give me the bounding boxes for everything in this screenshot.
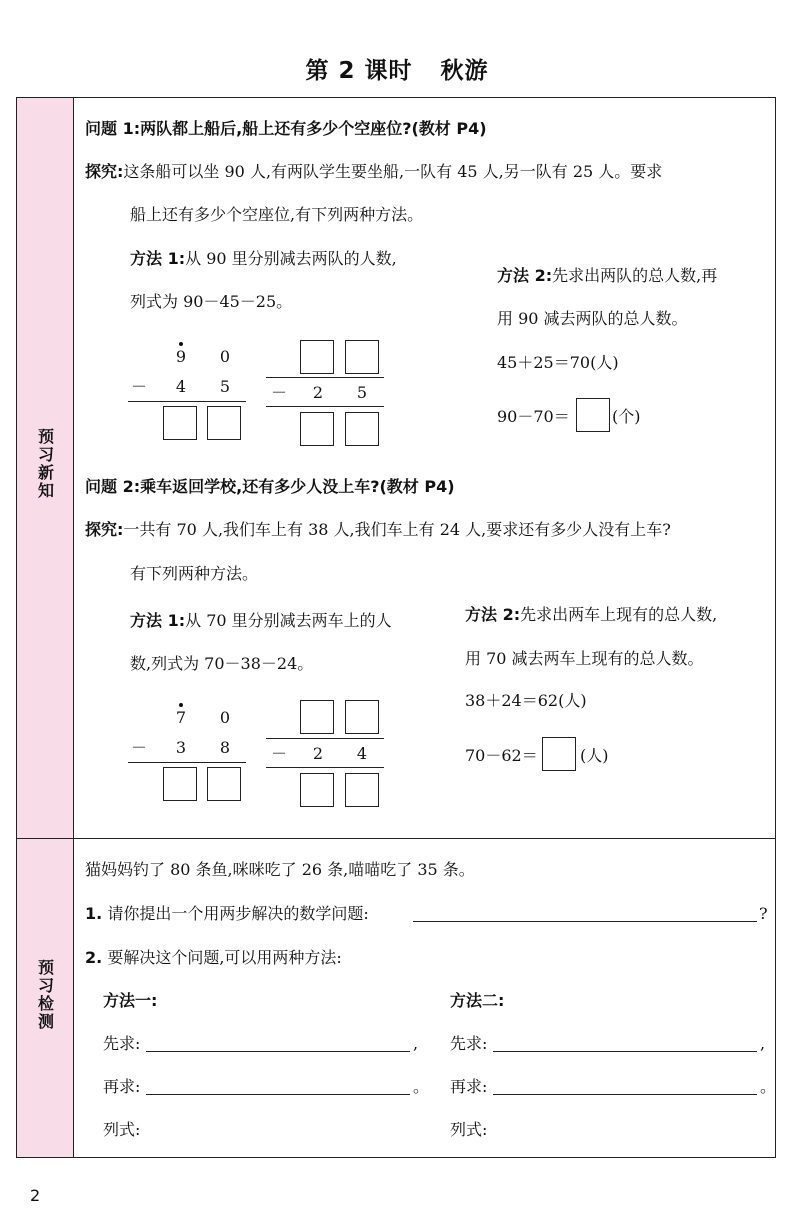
subtrahend-ones: 5	[356, 383, 368, 402]
page-title	[0, 52, 794, 85]
answer-box[interactable]	[542, 737, 576, 771]
method2-then-answer-line[interactable]	[493, 1078, 757, 1095]
subtrahend-tens: 2	[312, 744, 324, 763]
q2-method2-unit: (人)	[580, 746, 609, 765]
then-label: 再求:	[450, 1077, 488, 1096]
item-text: 要解决这个问题,可以用两种方法:	[107, 948, 342, 967]
q2-method2-label: 方法 2:	[465, 605, 521, 624]
period: 。	[760, 1077, 777, 1096]
q2-method2-text: 先求出两车上现有的总人数,	[520, 605, 718, 624]
item-number: 2.	[85, 948, 103, 967]
q2-method1-formula: 数,列式为 70－38－24。	[130, 654, 314, 673]
q1-method2-unit: (个)	[612, 407, 641, 426]
minus-sign: －	[270, 383, 287, 402]
q1-explore-line1: 这条船可以坐 90 人,有两队学生要坐船,一队有 45 人,另一队有 25 人。要求	[123, 162, 663, 181]
comma: ,	[760, 1034, 766, 1053]
q2-method1	[130, 611, 392, 631]
minus-sign: －	[270, 744, 287, 763]
minuend-ones: 0	[219, 708, 231, 727]
q1-text: 两队都上船后,船上还有多少个空座位?(教材 P4)	[140, 119, 487, 138]
q2-method2-eq1: 38＋24＝62(人)	[465, 691, 587, 710]
q1-explore-label: 探究:	[85, 162, 124, 181]
period: 。	[413, 1077, 430, 1096]
q2-method1-label: 方法 1:	[130, 611, 186, 630]
minuend-ones: 0	[219, 347, 231, 366]
answer-box[interactable]	[163, 767, 197, 801]
section-label-text: 预习检测	[35, 959, 55, 1031]
q2-text: 乘车返回学校,还有多少人没上车?(教材 P4)	[140, 477, 455, 496]
q2-method2	[465, 605, 717, 625]
q2-explore-line1: 一共有 70 人,我们车上有 38 人,我们车上有 24 人,要求还有多少人没有上车?	[123, 520, 671, 539]
formula-label: 列式:	[103, 1120, 141, 1139]
answer-box[interactable]	[163, 406, 197, 440]
answer-box[interactable]	[345, 773, 379, 807]
formula-label: 列式:	[450, 1120, 488, 1139]
item-text: 请你提出一个用两步解决的数学问题:	[107, 904, 369, 923]
answer-box[interactable]	[207, 767, 241, 801]
q1-method2-eq1: 45＋25＝70(人)	[497, 353, 619, 372]
test-item-1	[85, 904, 369, 924]
q1-explore	[85, 162, 662, 182]
q2-explore-label: 探究:	[85, 520, 124, 539]
method-one-label: 方法一:	[103, 991, 158, 1010]
q1-method2-eq2: 90－70＝	[497, 407, 570, 426]
section-label-text: 预习新知	[35, 428, 55, 500]
comma: ,	[413, 1034, 419, 1053]
lesson-name: 秋游	[440, 58, 489, 84]
test-item-2	[85, 948, 342, 968]
calc-line	[128, 401, 246, 402]
q2-line	[85, 477, 455, 497]
section-label-preview-new	[17, 428, 73, 500]
calc-line	[266, 377, 384, 378]
calc-line	[266, 406, 384, 407]
q1-method2	[497, 266, 717, 286]
q2-method1-text: 从 70 里分别减去两车上的人	[185, 611, 392, 630]
subtrahend-tens: 2	[312, 383, 324, 402]
q1-method2-text: 先求出两队的总人数,再	[552, 266, 718, 285]
minus-sign: －	[130, 377, 147, 396]
answer-box[interactable]	[345, 340, 379, 374]
minuend-tens: 7	[175, 708, 187, 727]
minus-sign: －	[130, 738, 147, 757]
q1-method1	[130, 249, 397, 269]
method-two-label: 方法二:	[450, 991, 505, 1010]
section-divider	[17, 838, 775, 839]
q2-label: 问题 2:	[85, 477, 141, 496]
answer-box[interactable]	[300, 412, 334, 446]
q2-method2-eq2: 70－62＝	[465, 746, 538, 765]
q1-method2-label: 方法 2:	[497, 266, 553, 285]
q2-explore	[85, 520, 671, 540]
q2-method2-text2: 用 70 减去两车上现有的总人数。	[465, 649, 704, 668]
subtrahend-ones: 8	[219, 738, 231, 757]
subtrahend-tens: 3	[175, 738, 187, 757]
first-label: 先求:	[103, 1034, 141, 1053]
question-answer-line[interactable]	[413, 905, 757, 922]
q1-explore-line2: 船上还有多少个空座位,有下列两种方法。	[130, 205, 424, 224]
answer-box[interactable]	[300, 700, 334, 734]
first-label: 先求:	[450, 1034, 488, 1053]
minuend-tens: 9	[175, 347, 187, 366]
q1-method1-formula: 列式为 90－45－25。	[130, 292, 293, 311]
calc-line	[266, 738, 384, 739]
subtrahend-ones: 5	[219, 377, 231, 396]
answer-box[interactable]	[576, 398, 610, 432]
section-label-preview-test	[17, 959, 73, 1031]
method1-first-answer-line[interactable]	[146, 1035, 410, 1052]
subtrahend-tens: 4	[175, 377, 187, 396]
q1-method1-label: 方法 1:	[130, 249, 186, 268]
q2-explore-line2: 有下列两种方法。	[130, 564, 259, 583]
q1-method2-text2: 用 90 减去两队的总人数。	[497, 309, 688, 328]
q1-label: 问题 1:	[85, 119, 141, 138]
question-mark: ?	[759, 904, 768, 923]
lesson-number: 第 2 课时	[305, 58, 413, 84]
then-label: 再求:	[103, 1077, 141, 1096]
borrow-dot	[179, 703, 183, 707]
borrow-dot	[179, 342, 183, 346]
item-number: 1.	[85, 904, 103, 923]
answer-box[interactable]	[300, 340, 334, 374]
calc-line	[128, 762, 246, 763]
q1-method1-text: 从 90 里分别减去两队的人数,	[185, 249, 397, 268]
answer-box[interactable]	[300, 773, 334, 807]
page-number: 2	[30, 1186, 41, 1205]
calc-line	[266, 767, 384, 768]
sidebar-preview-new	[17, 98, 74, 838]
sidebar-preview-test	[17, 839, 74, 1157]
method1-then-answer-line[interactable]	[146, 1078, 410, 1095]
subtrahend-ones: 4	[356, 744, 368, 763]
test-intro: 猫妈妈钓了 80 条鱼,咪咪吃了 26 条,喵喵吃了 35 条。	[85, 860, 475, 879]
answer-box[interactable]	[345, 700, 379, 734]
answer-box[interactable]	[345, 412, 379, 446]
q1-line	[85, 119, 487, 139]
answer-box[interactable]	[207, 406, 241, 440]
method2-first-answer-line[interactable]	[493, 1035, 757, 1052]
